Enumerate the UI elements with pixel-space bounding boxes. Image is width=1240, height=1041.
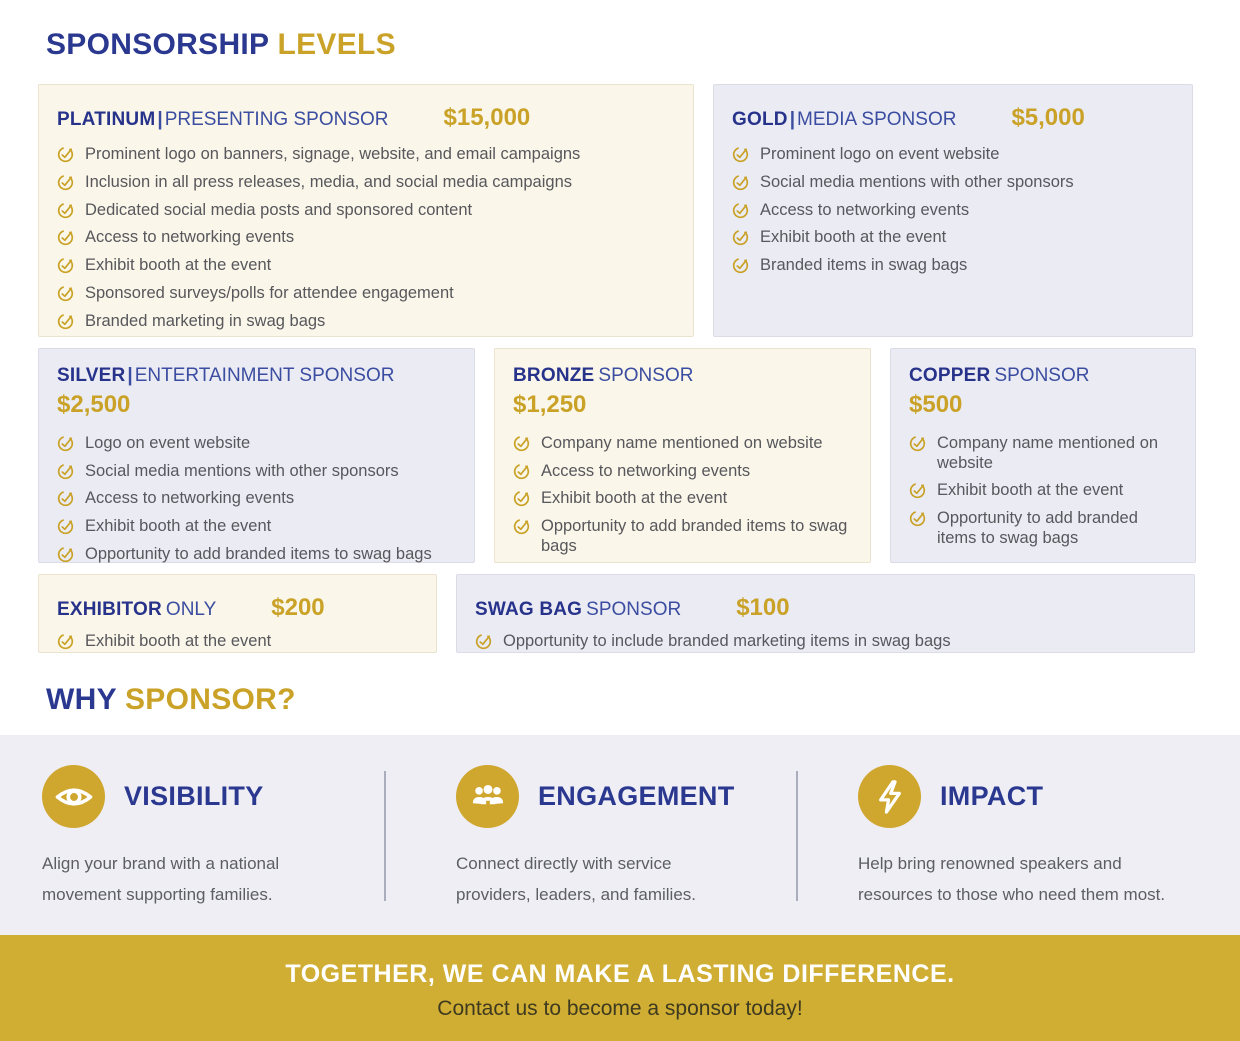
tier-price: $1,250: [513, 390, 587, 418]
tier-title: [57, 598, 216, 622]
why-column-header: [858, 765, 1200, 828]
benefit-text: Access to networking events: [85, 228, 295, 247]
benefit-text: Exhibit booth at the event: [85, 632, 272, 650]
benefit-list: [57, 145, 675, 332]
benefit-text: Access to networking events: [760, 200, 970, 219]
check-icon: [513, 463, 530, 480]
benefit-item: [732, 228, 1174, 248]
benefit-item: [57, 545, 456, 565]
benefit-item: [57, 489, 456, 509]
tier-price: $100: [736, 594, 790, 621]
banner-subtext: Contact us to become a sponsor today!: [437, 997, 803, 1020]
benefit-text: Exhibit booth at the event: [85, 256, 272, 275]
tier-separator: |: [127, 365, 133, 386]
tier-card-swag-bag: [456, 574, 1195, 653]
check-icon: [909, 510, 926, 527]
why-column-title: VISIBILITY: [124, 781, 264, 811]
tier-header: [57, 104, 675, 132]
benefit-text: Company name mentioned on website: [937, 433, 1159, 472]
benefit-list: [909, 434, 1177, 549]
benefit-item: [513, 489, 852, 509]
benefit-item: [732, 173, 1174, 193]
tier-name: SILVER: [57, 365, 126, 386]
why-column-header: [456, 765, 796, 828]
tier-title: [513, 364, 852, 388]
tier-row-2: [38, 348, 1202, 563]
benefit-text: Logo on event website: [85, 433, 251, 452]
check-icon: [732, 174, 749, 191]
benefit-text: Opportunity to add branded items to swag bags: [937, 509, 1138, 547]
why-column-description: Align your brand with a national movement supporting families.: [42, 854, 280, 905]
benefit-list: [57, 632, 418, 652]
benefit-item: [57, 517, 456, 537]
why-title-part2: SPONSOR?: [125, 683, 296, 716]
people-group-icon: [456, 765, 519, 828]
benefit-item: [732, 256, 1174, 276]
benefit-text: Exhibit booth at the event: [760, 228, 947, 247]
benefit-text: Social media mentions with other sponsors: [760, 172, 1074, 191]
benefit-item: [909, 481, 1177, 501]
tier-card-exhibitor: [38, 574, 437, 653]
benefit-text: Access to networking events: [541, 461, 751, 480]
tier-subtitle: ONLY: [165, 599, 217, 620]
tier-price: $2,500: [57, 390, 131, 418]
tier-name: SWAG BAG: [475, 599, 583, 620]
benefit-text: Opportunity to add branded items to swag bags: [85, 544, 432, 563]
benefit-item: [57, 632, 418, 652]
tier-subtitle: ENTERTAINMENT SPONSOR: [134, 365, 395, 386]
tier-title: [909, 364, 1177, 388]
tier-price: $15,000: [443, 104, 531, 131]
benefit-item: [57, 462, 456, 482]
benefit-item: [57, 145, 675, 165]
check-icon: [57, 229, 74, 246]
benefit-item: [57, 284, 675, 304]
eye-icon: [42, 765, 105, 828]
benefit-text: Social media mentions with other sponsors: [85, 461, 399, 480]
tier-name: BRONZE: [513, 365, 595, 386]
check-icon: [57, 257, 74, 274]
benefit-text: Branded items in swag bags: [760, 256, 968, 275]
check-icon: [57, 633, 74, 650]
tier-title: [57, 108, 389, 132]
why-columns: [0, 735, 1240, 928]
tier-header: [909, 364, 1177, 419]
tier-header: [57, 364, 456, 419]
why-column-description: Help bring renowned speakers and resources to those who need them most.: [858, 854, 1166, 905]
check-icon: [57, 202, 74, 219]
tier-grid: [38, 84, 1202, 653]
check-icon: [513, 490, 530, 507]
tier-price: $5,000: [1011, 104, 1085, 131]
benefit-item: [57, 173, 675, 193]
benefit-text: Exhibit booth at the event: [85, 517, 272, 536]
benefit-text: Prominent logo on event website: [760, 145, 1000, 163]
why-column-title: ENGAGEMENT: [538, 781, 735, 811]
check-icon: [513, 435, 530, 452]
tier-subtitle: SPONSOR: [994, 365, 1090, 386]
benefit-text: Opportunity to include branded marketing items in swag bags: [503, 632, 951, 650]
check-icon: [57, 435, 74, 452]
benefit-text: Access to networking events: [85, 489, 295, 508]
benefit-item: [732, 145, 1174, 165]
page-title-part1: SPONSORSHIP: [46, 28, 269, 61]
benefit-text: Exhibit booth at the event: [541, 489, 728, 508]
benefit-list: [475, 632, 1176, 652]
why-title-part1: WHY: [46, 683, 117, 716]
benefit-list: [513, 434, 852, 557]
check-icon: [57, 463, 74, 480]
benefit-item: [513, 517, 852, 557]
tier-header: [732, 104, 1174, 132]
tier-subtitle: SPONSOR: [598, 365, 694, 386]
benefit-list: [57, 434, 456, 565]
check-icon: [57, 490, 74, 507]
why-column-title: IMPACT: [940, 781, 1044, 811]
check-icon: [57, 313, 74, 330]
tier-subtitle: SPONSOR: [586, 599, 682, 620]
tier-name: GOLD: [732, 109, 788, 130]
tier-subtitle: PRESENTING SPONSOR: [164, 109, 389, 130]
benefit-item: [909, 509, 1177, 549]
benefit-item: [513, 434, 852, 454]
benefit-text: Inclusion in all press releases, media, and social media campaigns: [85, 172, 572, 191]
tier-card-gold: [713, 84, 1193, 337]
check-icon: [57, 285, 74, 302]
check-icon: [732, 202, 749, 219]
benefit-text: Dedicated social media posts and sponsored content: [85, 200, 473, 219]
tier-name: PLATINUM: [57, 109, 156, 130]
banner-headline: TOGETHER, WE CAN MAKE A LASTING DIFFERENCE.: [285, 960, 955, 988]
check-icon: [732, 146, 749, 163]
benefit-text: Sponsored surveys/polls for attendee engagement: [85, 283, 454, 302]
why-column-header: [42, 765, 384, 828]
tier-name: EXHIBITOR: [57, 599, 162, 620]
check-icon: [909, 482, 926, 499]
tier-title: [475, 598, 681, 622]
why-column-engagement: [386, 765, 796, 928]
tier-separator: |: [157, 109, 163, 130]
benefit-text: Opportunity to add branded items to swag bags: [541, 517, 848, 555]
tier-row-1: [38, 84, 1202, 337]
benefit-item: [732, 201, 1174, 221]
why-column-impact: [798, 765, 1200, 928]
lightning-bolt-icon: [858, 765, 921, 828]
why-column-visibility: [42, 765, 384, 928]
check-icon: [513, 518, 530, 535]
tier-subtitle: MEDIA SPONSOR: [797, 109, 957, 130]
check-icon: [57, 174, 74, 191]
tier-separator: |: [789, 109, 796, 130]
tier-name: COPPER: [909, 365, 991, 386]
tier-card-bronze: [494, 348, 871, 563]
benefit-item: [57, 201, 675, 221]
tier-header: [475, 594, 1176, 622]
check-icon: [57, 518, 74, 535]
tier-price: $500: [909, 390, 963, 418]
check-icon: [732, 229, 749, 246]
tier-card-silver: [38, 348, 475, 563]
tier-title: [732, 108, 956, 132]
benefit-text: Prominent logo on banners, signage, website, and email campaigns: [85, 145, 581, 163]
tier-header: [513, 364, 852, 419]
benefit-item: [57, 312, 675, 332]
tier-header: [57, 594, 418, 622]
benefit-item: [909, 434, 1177, 474]
check-icon: [475, 633, 492, 650]
benefit-text: Company name mentioned on website: [541, 433, 823, 452]
tier-card-platinum: [38, 84, 694, 337]
page-title: [46, 28, 1240, 62]
call-to-action-banner: [0, 935, 1240, 1041]
check-icon: [909, 435, 926, 452]
tier-price: $200: [271, 594, 325, 621]
benefit-item: [513, 462, 852, 482]
benefit-text: Exhibit booth at the event: [937, 481, 1124, 500]
benefit-list: [732, 145, 1174, 276]
page-title-part2: LEVELS: [277, 28, 396, 61]
tier-title: [57, 364, 456, 388]
why-column-description: Connect directly with service providers, leaders, and families.: [456, 854, 697, 905]
benefit-item: [57, 434, 456, 454]
check-icon: [732, 257, 749, 274]
check-icon: [57, 546, 74, 563]
benefit-item: [57, 256, 675, 276]
why-sponsor-panel: [0, 735, 1240, 935]
tier-row-3: [38, 574, 1202, 653]
benefit-item: [475, 632, 1176, 652]
why-sponsor-title: [46, 683, 1240, 717]
benefit-item: [57, 228, 675, 248]
tier-card-copper: [890, 348, 1196, 563]
benefit-text: Branded marketing in swag bags: [85, 311, 326, 330]
check-icon: [57, 146, 74, 163]
